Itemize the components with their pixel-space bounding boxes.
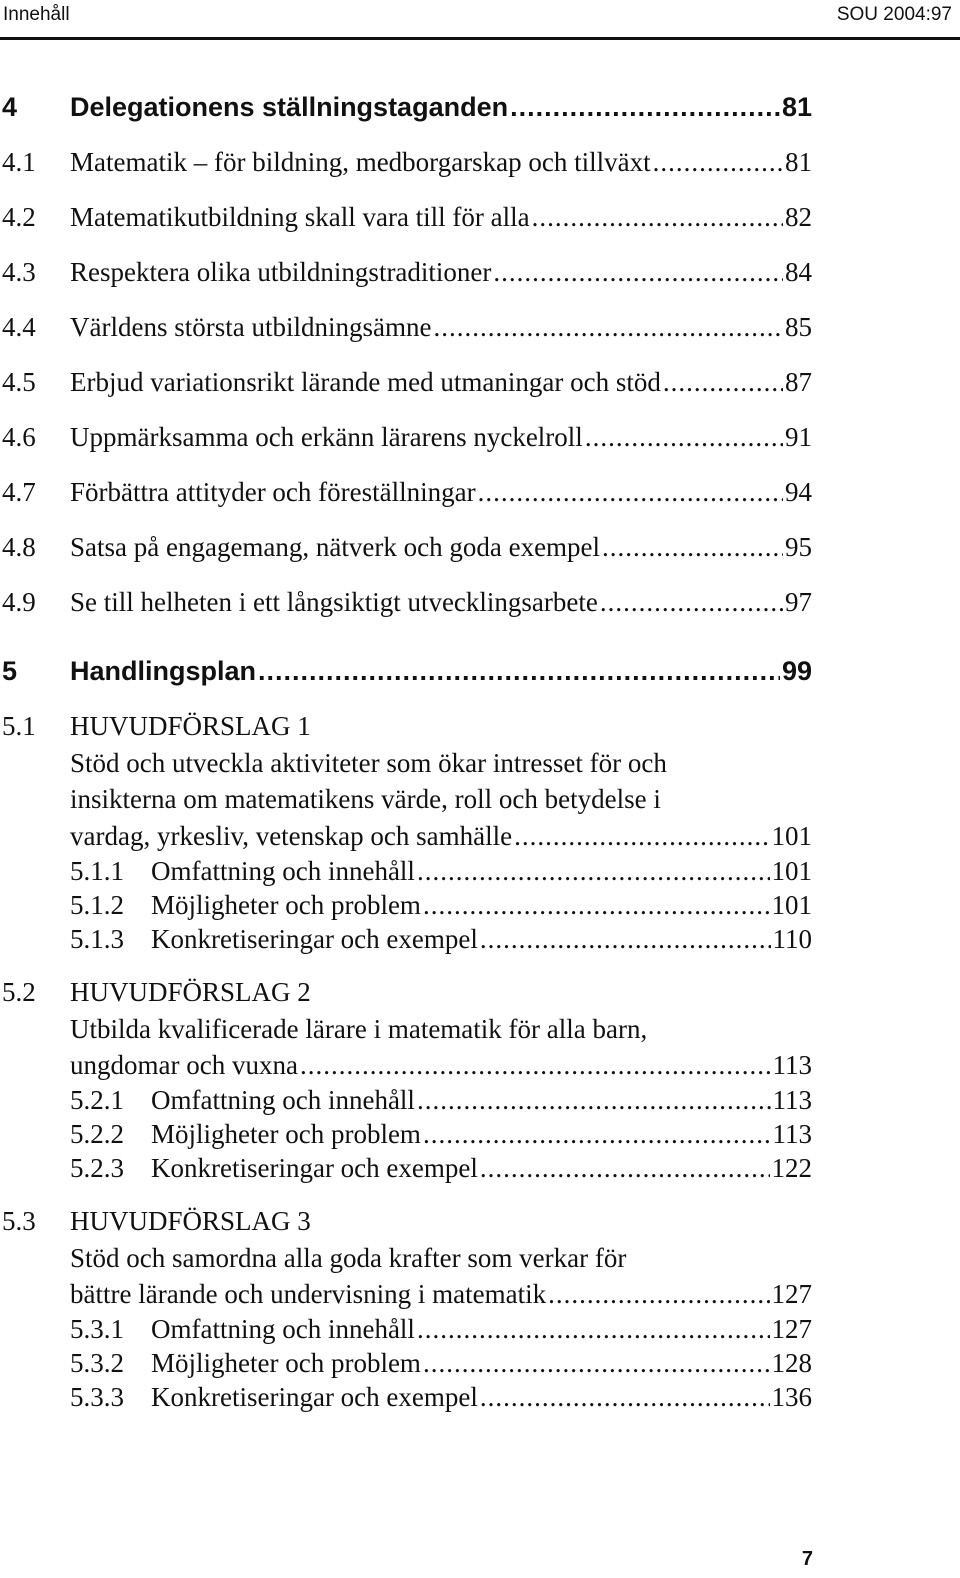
toc-heading-line: HUVUDFÖRSLAG 3 <box>70 1206 311 1236</box>
toc-page: 84 <box>785 257 812 287</box>
toc-page: 128 <box>771 1348 812 1378</box>
dot-leader <box>480 1153 770 1184</box>
toc-subsection-5-2-3[interactable] <box>0 1153 812 1193</box>
toc-number: 5.1 <box>2 711 36 741</box>
toc-page: 91 <box>785 422 812 452</box>
toc-number: 4.3 <box>2 257 36 287</box>
dot-leader <box>600 587 783 618</box>
toc-page: 113 <box>772 1085 812 1115</box>
dot-leader <box>478 477 783 508</box>
toc-title-line: bättre lärande och undervisning i matematik <box>70 1279 547 1310</box>
dot-leader <box>480 924 771 955</box>
dot-leader <box>653 147 783 178</box>
dot-leader <box>300 1050 771 1081</box>
dot-leader <box>602 532 783 563</box>
toc-title: Omfattning och innehåll <box>151 1085 415 1115</box>
toc-number: 5.2 <box>2 977 36 1007</box>
toc-title: Satsa på engagemang, nätverk och goda exempel <box>70 532 601 562</box>
toc-page: 110 <box>772 924 812 954</box>
toc-section-4-3[interactable] <box>0 257 812 297</box>
toc-heading-line: HUVUDFÖRSLAG 2 <box>70 977 311 1007</box>
toc-title: Respektera olika utbildningstraditioner <box>70 257 492 287</box>
toc-heading-line: HUVUDFÖRSLAG 1 <box>70 711 311 741</box>
dot-leader <box>417 1085 771 1116</box>
toc-title: Förbättra attityder och föreställningar <box>70 477 476 507</box>
toc-page: 101 <box>771 820 812 851</box>
toc-title: Omfattning och innehåll <box>151 856 415 886</box>
toc-number: 5.1.3 <box>70 924 124 954</box>
toc-number: 5.1.1 <box>70 856 124 886</box>
toc-title-line: Stöd och samordna alla goda krafter som verkar för <box>70 1242 627 1273</box>
dot-leader <box>663 367 783 398</box>
dot-leader <box>514 821 769 852</box>
dot-leader <box>417 856 770 887</box>
toc-number: 5.1.2 <box>70 890 124 920</box>
toc-number: 4.8 <box>2 532 36 562</box>
toc-title: Möjligheter och problem <box>151 1119 421 1149</box>
toc-number: 4.1 <box>2 147 36 177</box>
toc-number: 4 <box>2 92 18 122</box>
toc-title: Omfattning och innehåll <box>151 1314 415 1344</box>
toc-title: Konkretiseringar och exempel <box>151 1382 478 1412</box>
toc-title: Konkretiseringar och exempel <box>151 924 478 954</box>
dot-leader <box>585 422 783 453</box>
toc-title-line: insikterna om matematikens värde, roll och betydelse i <box>70 784 661 815</box>
toc-title: Erbjud variationsrikt lärande med utmaningar och stöd <box>70 367 661 397</box>
toc-section-4-2[interactable] <box>0 202 812 242</box>
toc-page: 81 <box>785 147 812 177</box>
dot-leader <box>258 656 780 687</box>
toc-section-4-4[interactable] <box>0 312 812 352</box>
toc-title: Matematik – för bildning, medborgarskap och tillväxt <box>70 147 651 177</box>
toc-page: 127 <box>771 1314 812 1344</box>
toc-title-line: Stöd och utveckla aktiviteter som ökar intresset för och <box>70 747 667 778</box>
toc-page: 122 <box>771 1153 812 1183</box>
toc-section-4-7[interactable] <box>0 477 812 517</box>
toc-chapter-5[interactable] <box>0 656 812 696</box>
toc-title: Världens största utbildningsämne <box>70 312 432 342</box>
dot-leader <box>548 1279 769 1310</box>
toc-title: Delegationens ställningstaganden <box>70 92 509 122</box>
toc-number: 5.2.1 <box>70 1085 124 1115</box>
dot-leader <box>417 1314 770 1345</box>
toc-page: 113 <box>772 1050 812 1081</box>
header-rule <box>0 37 960 40</box>
toc-subsection-5-1-3[interactable] <box>0 924 812 964</box>
toc-title: Konkretiseringar och exempel <box>151 1153 478 1183</box>
dot-leader <box>480 1382 770 1413</box>
toc-page: 82 <box>785 202 812 232</box>
toc-page: 113 <box>772 1119 812 1149</box>
toc-number: 5.2.3 <box>70 1153 124 1183</box>
toc-number: 4.2 <box>2 202 36 232</box>
toc-title: Se till helheten i ett långsiktigt utvecklingsarbete <box>70 587 598 617</box>
toc-number: 4.7 <box>2 477 36 507</box>
toc-section-4-8[interactable] <box>0 532 812 572</box>
toc-page: 97 <box>785 587 812 617</box>
toc-number: 5.3.1 <box>70 1314 124 1344</box>
toc-page: 94 <box>785 477 812 507</box>
dot-leader <box>510 92 780 123</box>
toc-page: 101 <box>771 856 812 886</box>
toc-section-4-1[interactable] <box>0 147 812 187</box>
dot-leader <box>423 1119 771 1150</box>
toc-page: 95 <box>785 532 812 562</box>
toc-title-line: vardag, yrkesliv, vetenskap och samhälle <box>70 820 513 851</box>
toc-title-line: ungdomar och vuxna <box>70 1050 298 1081</box>
dot-leader <box>423 1348 770 1379</box>
toc-title: Matematikutbildning skall vara till för alla <box>70 202 530 232</box>
toc-page: 101 <box>771 890 812 920</box>
toc-section-4-9[interactable] <box>0 587 812 627</box>
toc-page: 85 <box>785 312 812 342</box>
toc-number: 4.6 <box>2 422 36 452</box>
toc-section-4-5[interactable] <box>0 367 812 407</box>
page-number: 7 <box>801 1548 813 1570</box>
toc-number: 5.3.3 <box>70 1382 124 1412</box>
toc-number: 4.9 <box>2 587 36 617</box>
toc-title-line: Utbilda kvalificerade lärare i matematik för alla barn, <box>70 1013 648 1044</box>
dot-leader <box>532 202 783 233</box>
toc-number: 4.4 <box>2 312 36 342</box>
toc-number: 4.5 <box>2 367 36 397</box>
toc-page: 127 <box>771 1279 812 1310</box>
toc-subsection-5-3-3[interactable] <box>0 1382 812 1422</box>
toc-section-4-6[interactable] <box>0 422 812 462</box>
toc-page: 136 <box>771 1382 812 1412</box>
toc-title: Möjligheter och problem <box>151 1348 421 1378</box>
toc-page: 81 <box>781 92 812 122</box>
header-section-label: Innehåll <box>3 4 70 25</box>
dot-leader <box>433 312 783 343</box>
toc-title: Handlingsplan <box>70 656 257 686</box>
toc-chapter-4[interactable] <box>0 92 812 132</box>
toc-page: 87 <box>785 367 812 397</box>
page-header <box>0 0 960 40</box>
toc-number: 5.3.2 <box>70 1348 124 1378</box>
toc-title: Uppmärksamma och erkänn lärarens nyckelroll <box>70 422 583 452</box>
toc-number: 5 <box>2 656 18 686</box>
toc-number: 5.3 <box>2 1206 36 1236</box>
header-document-id: SOU 2004:97 <box>836 4 952 25</box>
dot-leader <box>493 257 783 288</box>
toc-page: 99 <box>781 656 812 686</box>
dot-leader <box>423 890 770 921</box>
toc-title: Möjligheter och problem <box>151 890 421 920</box>
toc-number: 5.2.2 <box>70 1119 124 1149</box>
